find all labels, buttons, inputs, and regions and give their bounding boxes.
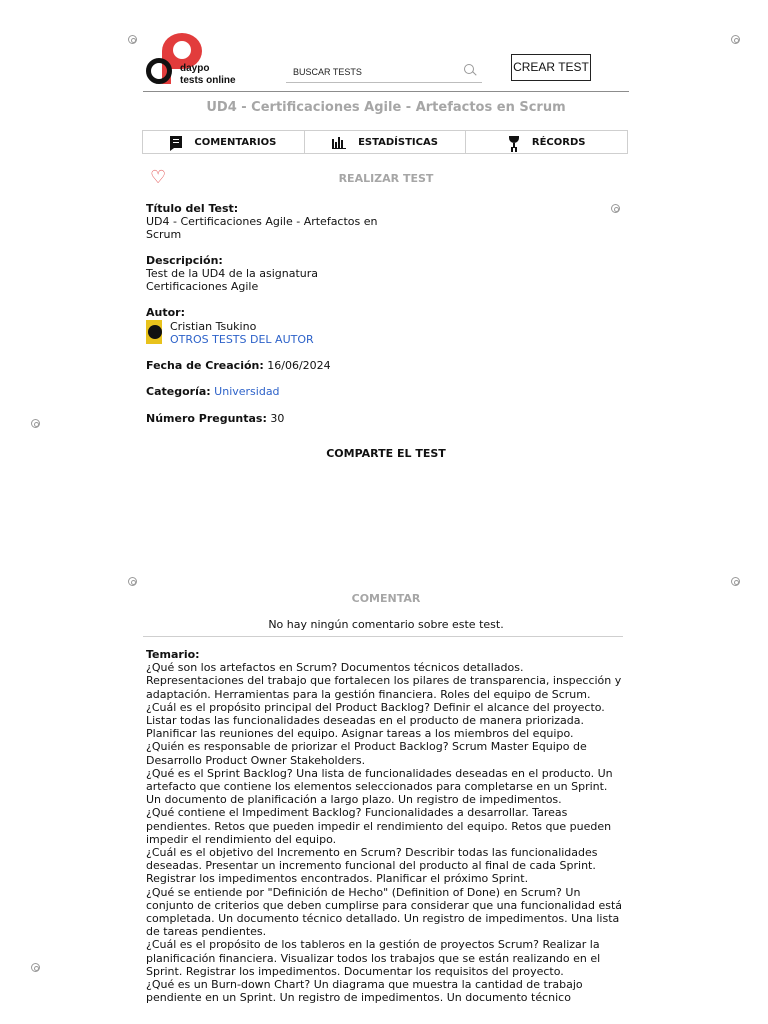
creation-date-value: 16/06/2024 — [267, 359, 331, 372]
syllabus-line: Listar todas las funcionalidades deseadas en el producto de manera priorizada. — [146, 714, 585, 728]
creation-date-info — [146, 359, 331, 372]
author-label: Autor: — [146, 306, 185, 319]
syllabus-line: ¿Cuál es el objetivo del Incremento en Scrum? Describir todas las funcionalidades — [146, 846, 598, 860]
bar-chart-icon — [332, 135, 346, 149]
description-label: Descripción: — [146, 254, 223, 267]
syllabus — [146, 648, 624, 1004]
test-title-line2: Scrum — [146, 228, 182, 241]
tab-records-label: RÉCORDS — [531, 136, 586, 148]
search-input[interactable] — [286, 62, 458, 82]
syllabus-lines — [146, 661, 624, 1004]
syllabus-line: de tareas pendientes. — [146, 925, 267, 939]
question-count-value: 30 — [270, 412, 285, 425]
test-title-info — [146, 202, 378, 241]
decor-mark-top-right — [731, 35, 740, 44]
decor-mark-left-mid — [31, 419, 40, 428]
syllabus-line: Registrar los impedimentos encontrados. Planificar el próximo Sprint. — [146, 872, 529, 886]
test-title-line1: UD4 - Certificaciones Agile - Artefactos en — [146, 215, 378, 228]
syllabus-line: ¿Qué es un Burn-down Chart? Un diagrama que muestra la cantidad de trabajo — [146, 978, 583, 992]
category-link[interactable]: Universidad — [214, 385, 280, 398]
tab-estadisticas[interactable] — [304, 131, 466, 153]
tab-comentarios[interactable] — [143, 131, 304, 153]
tab-bar — [142, 130, 628, 154]
syllabus-line: ¿Qué es el Sprint Backlog? Una lista de funcionalidades deseadas en el producto. Un — [146, 766, 613, 780]
syllabus-line: pendientes. Retos que pueden impedir el rendimiento del equipo. Retos que pueden — [146, 819, 612, 833]
author-info — [170, 320, 314, 346]
page-title: UD4 - Certificaciones Agile - Artefactos en Scrum — [206, 100, 566, 115]
search-icon[interactable] — [464, 64, 474, 74]
decor-mark-info — [611, 204, 620, 213]
syllabus-line: deseadas. Presentar un incremento funcional del producto al final de cada Sprint. — [146, 859, 596, 873]
decor-mark-right-lower — [731, 577, 740, 586]
syllabus-line: conjunto de criterios que deben cumplirse para considerar que una funcionalidad está — [146, 898, 622, 912]
no-comments-text: No hay ningún comentario sobre este test. — [268, 618, 504, 631]
decor-mark-left-lower — [128, 577, 137, 586]
syllabus-line: adaptación. Herramientas para la gestión financiera. Roles del equipo de Scrum. — [146, 687, 591, 701]
syllabus-line: ¿Qué son los artefactos en Scrum? Documentos técnicos detallados. — [146, 661, 524, 675]
description-line1: Test de la UD4 de la asignatura — [146, 267, 319, 280]
question-count-label: Número Preguntas: — [146, 412, 267, 425]
logo-text-tagline: tests online — [180, 75, 236, 86]
syllabus-line: Representaciones del trabajo que fortalecen los pilares de transparencia, inspección y — [146, 674, 622, 688]
decor-mark-top-left — [128, 35, 137, 44]
tab-comentarios-label: COMENTARIOS — [194, 136, 277, 148]
tab-estadisticas-label: ESTADÍSTICAS — [358, 136, 438, 148]
comment-link[interactable]: COMENTAR — [351, 592, 421, 605]
syllabus-line: completada. Un documento técnico detallado. Un registro de impedimentos. Una lista — [146, 912, 620, 926]
comment-icon — [170, 136, 182, 148]
syllabus-line: planificación financiera. Visualizar todos los trabajos que se están realizando en el — [146, 951, 601, 965]
description-line2: Certificaciones Agile — [146, 280, 259, 293]
avatar[interactable] — [146, 320, 162, 344]
category-label: Categoría: — [146, 385, 211, 398]
tab-records[interactable] — [465, 131, 627, 153]
comments-divider — [143, 636, 623, 637]
category-info — [146, 385, 280, 398]
creation-date-label: Fecha de Creación: — [146, 359, 264, 372]
logo-d-shape — [146, 58, 172, 84]
syllabus-line: Sprint. Registrar los impedimentos. Documentar los requisitos del proyecto. — [146, 964, 564, 978]
author-name: Cristian Tsukino — [170, 320, 257, 333]
daypo-logo[interactable] — [142, 32, 242, 90]
test-description-info — [146, 254, 318, 293]
syllabus-title: Temario: — [146, 648, 200, 661]
syllabus-line: pendiente en un Sprint. Un registro de impedimentos. Un documento técnico — [146, 991, 571, 1005]
question-count-info — [146, 412, 284, 425]
logo-text-daypo: daypo — [180, 63, 210, 74]
syllabus-line: Planificar las reuniones del equipo. Asignar tareas a los miembros del equipo. — [146, 727, 574, 741]
test-title-label: Título del Test: — [146, 202, 239, 215]
search-box — [286, 60, 482, 83]
create-test-button[interactable]: CREAR TEST — [511, 54, 591, 81]
syllabus-line: ¿Qué se entiende por "Definición de Hecho" (Definition of Done) en Scrum? Un — [146, 885, 581, 899]
decor-mark-left-bottom — [31, 963, 40, 972]
heart-icon[interactable]: ♡ — [150, 167, 167, 188]
syllabus-line: ¿Cuál es el propósito de los tableros en la gestión de proyectos Scrum? Realizar la — [146, 938, 600, 952]
syllabus-line: ¿Quién es responsable de priorizar el Product Backlog? Scrum Master Equipo de — [146, 740, 587, 754]
take-test-link[interactable]: REALIZAR TEST — [338, 172, 434, 185]
share-heading: COMPARTE EL TEST — [326, 447, 446, 460]
header-divider — [143, 91, 629, 92]
syllabus-line: Un documento de planificación a largo plazo. Un registro de impedimentos. — [146, 793, 562, 807]
syllabus-line: ¿Qué contiene el Impediment Backlog? Funcionalidades a desarrollar. Tareas — [146, 806, 568, 820]
syllabus-line: artefacto que contiene los elementos seleccionados para completarse en un Sprint. — [146, 780, 608, 794]
syllabus-line: ¿Cuál es el propósito principal del Product Backlog? Definir el alcance del proyecto. — [146, 700, 605, 714]
author-label-block — [146, 306, 185, 319]
author-other-tests-link[interactable]: OTROS TESTS DEL AUTOR — [170, 333, 314, 346]
syllabus-line: Desarrollo Product Owner Stakeholders. — [146, 753, 366, 767]
trophy-icon — [508, 136, 520, 148]
syllabus-line: impedir el rendimiento del equipo. — [146, 832, 337, 846]
